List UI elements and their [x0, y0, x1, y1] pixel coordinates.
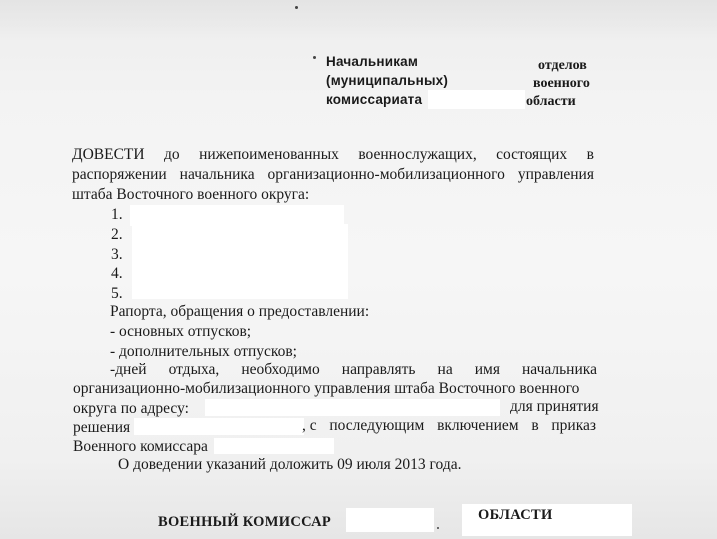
- list-number: 5.: [111, 285, 123, 302]
- word: ДОВЕСТИ: [72, 146, 145, 163]
- word: приказ: [551, 417, 596, 434]
- list-number: 3.: [111, 246, 123, 263]
- rest-days-line-1: [110, 361, 597, 379]
- scan-speck: [313, 56, 316, 59]
- word: организационно-мобилизационного: [267, 166, 505, 183]
- word: начальника: [179, 166, 255, 183]
- redaction-block: [428, 90, 525, 109]
- paragraph-1-line-2: [72, 166, 594, 184]
- word: , с: [302, 417, 317, 434]
- rest-days-line-4-right: [302, 417, 596, 435]
- list-item-extra-leave: - дополнительных отпусков;: [110, 343, 297, 360]
- word: нижепоименованных: [199, 146, 339, 163]
- paragraph-1-line-3: штаба Восточного военного округа:: [72, 186, 310, 203]
- rest-days-line-5: Военного комиссара: [73, 438, 208, 455]
- list-item-main-leave: - основных отпусков;: [110, 323, 252, 340]
- word: военнослужащих,: [358, 146, 477, 163]
- redaction-block: [132, 224, 348, 299]
- header-right-line-1: отделов: [538, 58, 587, 73]
- redaction-block: [130, 205, 344, 226]
- word: последующим: [329, 417, 425, 434]
- word: в: [586, 146, 594, 163]
- redaction-block: [205, 399, 500, 416]
- list-number: 4.: [111, 265, 123, 282]
- header-left-line-1: Начальникам: [326, 54, 419, 69]
- scan-shadow: [0, 0, 717, 40]
- rest-days-line-4-left: решения: [73, 419, 131, 436]
- report-instruction: О доведении указаний доложить 09 июля 2013 года.: [118, 456, 462, 473]
- list-number: 1.: [111, 206, 123, 223]
- redaction-block: [346, 508, 434, 532]
- rest-days-line-3-right: для принятия: [510, 398, 599, 415]
- word: начальника: [522, 361, 597, 378]
- word: отдыха,: [168, 361, 220, 378]
- signature-left: ВОЕННЫЙ КОМИССАР: [158, 514, 332, 530]
- reports-heading: Рапорта, обращения о предоставлении:: [110, 303, 370, 320]
- word: включением: [437, 417, 519, 434]
- word: до: [164, 146, 180, 163]
- word: необходимо: [241, 361, 320, 378]
- word: распоряжении: [72, 166, 167, 183]
- paragraph-1-line-1: [72, 146, 594, 164]
- word: направлять: [341, 361, 416, 378]
- header-left-line-2: (муниципальных): [326, 73, 449, 88]
- header-right-line-2: военного: [533, 76, 590, 91]
- header-left-line-3: комиссариата: [326, 92, 423, 107]
- word: -дней: [110, 361, 147, 378]
- signature-right: ОБЛАСТИ: [478, 507, 553, 523]
- word: управления: [517, 166, 594, 183]
- redaction-block: [214, 438, 334, 454]
- list-number: 2.: [111, 226, 123, 243]
- rest-days-line-3-left: округа по адресу:: [73, 400, 189, 417]
- word: имя: [474, 361, 500, 378]
- header-right-line-3: области: [526, 94, 576, 109]
- word: состоящих: [496, 146, 568, 163]
- word: на: [437, 361, 453, 378]
- redaction-block: [134, 418, 304, 435]
- word: в: [531, 417, 539, 434]
- scan-speck: [295, 6, 298, 9]
- rest-days-line-2: организационно-мобилизационного управления штаба Восточного военного: [73, 380, 580, 397]
- scan-speck: [437, 527, 439, 529]
